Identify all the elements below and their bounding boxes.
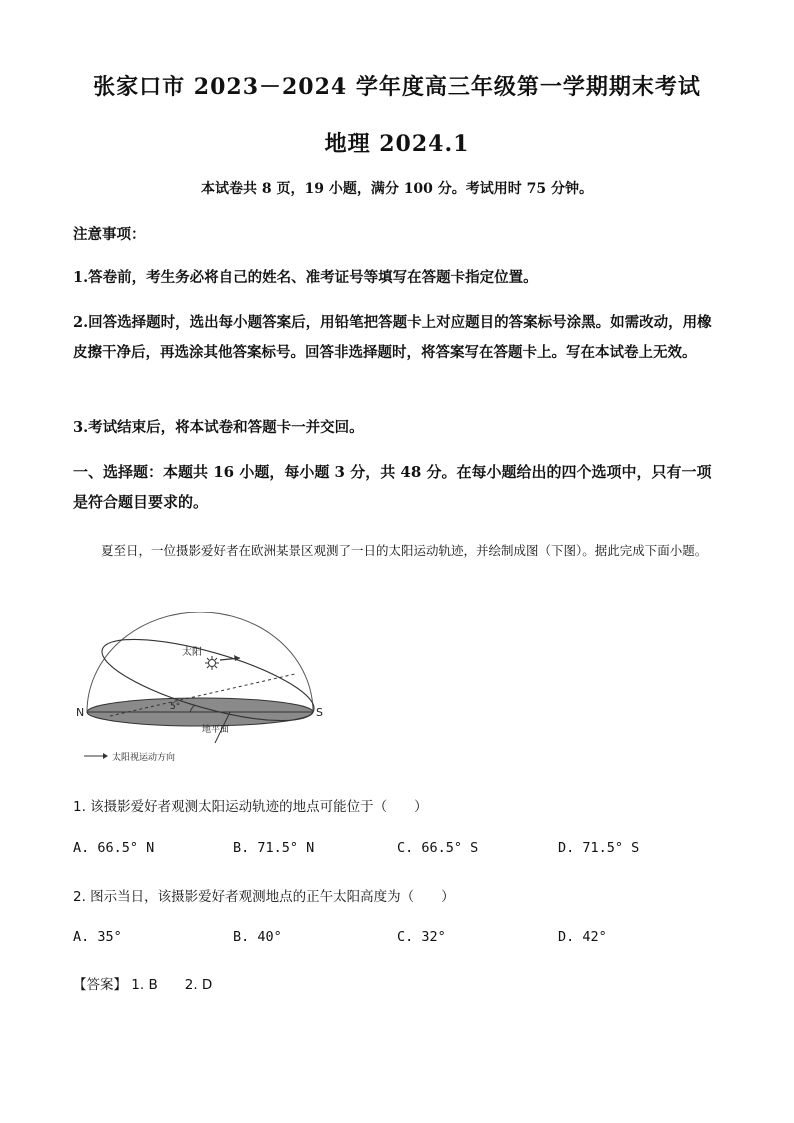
q2-option-a: A. 35° — [73, 929, 122, 945]
notice-item-2: 2.回答选择题时，选出每小题答案后，用铅笔把答题卡上对应题目的答案标号涂黑。如需改动，用橡皮擦干净后，再选涂其他答案标号。回答非选择题时，将答案写在答题卡上。写在本试卷上无效。 — [73, 314, 712, 361]
question-intro: 夏至日，一位摄影爱好者在欧洲某景区观测了一日的太阳运动轨迹，并绘制成图（下图）。据此完成下面小题。 — [101, 543, 708, 558]
exam-title: 张家口市 2023－2024 学年度高三年级第一学期期末考试 — [93, 74, 701, 100]
exam-subtitle: 地理 2024.1 — [324, 131, 470, 157]
q2-option-b: B. 40° — [233, 929, 282, 945]
q1-option-c: C. 66.5° S — [397, 840, 479, 856]
notice-item-1: 1.答卷前，考生务必将自己的姓名、准考证号等填写在答题卡指定位置。 — [73, 269, 538, 286]
sun-label: 太阳 — [182, 647, 202, 658]
answer-value: 1. B 2. D — [131, 977, 213, 993]
sun-path-diagram — [70, 612, 330, 772]
notice-heading: 注意事项： — [73, 226, 146, 243]
horizon-label: 地平面 — [202, 725, 230, 735]
question-2-stem: 2. 图示当日，该摄影爱好者观测地点的正午太阳高度为（ ） — [73, 889, 455, 905]
celestial-dome — [87, 612, 313, 712]
north-label: N — [76, 706, 85, 719]
angle-label: 5° — [170, 702, 181, 712]
legend-arrow-head — [103, 753, 108, 759]
sun-path-svg — [70, 612, 330, 772]
q2-option-d: D. 42° — [558, 929, 607, 945]
south-label: S — [316, 706, 323, 719]
exam-info: 本试卷共 8 页，19 小题，满分 100 分。考试用时 75 分钟。 — [200, 181, 594, 197]
q2-option-c: C. 32° — [397, 929, 446, 945]
notice-item-3: 3.考试结束后，将本试卷和答题卡一并交回。 — [73, 419, 364, 436]
answer-tag: 【答案】 — [73, 977, 127, 993]
question-1-stem: 1. 该摄影爱好者观测太阳运动轨迹的地点可能位于（ ） — [73, 799, 428, 815]
q1-option-d: D. 71.5° S — [558, 840, 640, 856]
section-heading: 一、选择题：本题共 16 小题，每小题 3 分，共 48 分。在每小题给出的四个选项中，只有一项是符合题目要求的。 — [73, 463, 712, 511]
q1-option-a: A. 66.5° N — [73, 840, 155, 856]
answer-line — [73, 973, 212, 993]
q1-option-b: B. 71.5° N — [233, 840, 315, 856]
sun-icon — [205, 656, 219, 670]
legend-label: 太阳视运动方向 — [112, 753, 176, 763]
